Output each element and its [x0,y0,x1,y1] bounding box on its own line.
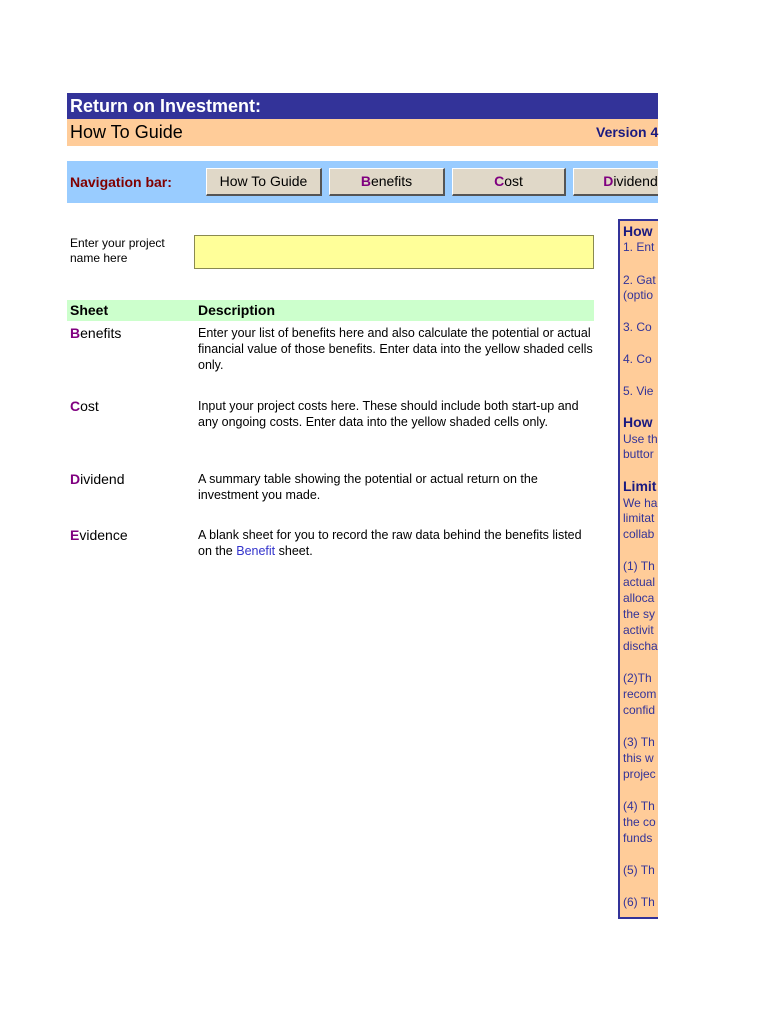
panel-text: the sy [623,607,656,621]
panel-text: funds [623,831,653,845]
panel-heading: How [623,223,653,239]
navigation-bar [67,161,658,203]
project-name-input[interactable] [194,235,594,269]
description-text: sheet. [275,544,313,558]
sheet-name-rest: ost [80,398,99,414]
panel-text: limitat [623,511,655,525]
panel-text: (5) Th [623,863,655,877]
panel-text: (1) Th [623,559,655,573]
description-column-header: Description [198,302,276,318]
sheet-name [70,398,99,415]
nav-button-initial: C [494,173,505,189]
description-text: A blank sheet for you to record the raw data behind the benefits listed on the [198,528,582,558]
sheet-column-header: Sheet [70,302,109,318]
panel-text: We ha [623,496,658,510]
page-subtitle: How To Guide [70,122,183,142]
nav-button-initial: B [360,173,371,189]
sheet-name-initial: C [70,398,81,414]
panel-text: confid [623,703,656,717]
panel-text: (4) Th [623,799,655,813]
sheet-description: A summary table showing the potential or actual return on the investment you made. [198,472,538,502]
page-title: Return on Investment: [67,93,658,119]
panel-text: 5. Vie [623,384,654,398]
nav-button-benefits[interactable] [329,168,445,196]
panel-text: 2. Gat [623,273,656,287]
panel-text: collab [623,527,655,541]
sheet-description: Enter your list of benefits here and also calculate the potential or actual financial value of those benefits. Enter data into the yellow shaded cells only. [198,326,593,372]
panel-text: discha [623,639,658,653]
sheet-name [70,471,125,488]
sheet-table-header [67,300,594,321]
panel-text: recom [623,687,657,701]
benefit-sheet-link[interactable]: Benefit [236,544,276,558]
panel-text: alloca [623,591,655,605]
project-name-label: Enter your project name here [70,236,165,265]
sheet-name-rest: vidence [79,527,128,543]
sheet-name-initial: D [70,471,81,487]
panel-text: Use th [623,432,658,446]
panel-heading: Limit [623,478,657,494]
sheet-name-rest: enefits [80,325,122,341]
panel-text: actual [623,575,656,589]
nav-button-label: ost [504,173,523,189]
subtitle-bar [67,119,658,146]
nav-button-cost[interactable] [452,168,566,196]
sheet-name [70,325,121,342]
sheet-name-initial: E [70,527,80,543]
panel-text: (2)Th [623,671,652,685]
nav-button-dividend[interactable] [573,168,658,196]
panel-text: buttor [623,447,654,461]
panel-text: projec [623,767,656,781]
panel-text: activit [623,623,654,637]
nav-button-label: How To Guide [219,173,308,189]
sheet-description [198,527,594,559]
nav-button-how-to-guide[interactable] [206,168,322,196]
panel-heading: How [623,414,653,430]
panel-text: (3) Th [623,735,655,749]
version-label: Version 4 [596,124,659,140]
panel-text: this w [623,751,654,765]
sheet-name-rest: ividend [80,471,125,487]
sheet-name-initial: B [70,325,81,341]
instructions-panel [618,219,658,919]
panel-text: 1. Ent [623,240,655,254]
navigation-bar-label: Navigation bar: [70,174,172,190]
panel-text: 4. Co [623,352,652,366]
nav-button-label: ividend [613,173,658,189]
panel-text: 3. Co [623,320,652,334]
panel-text: (6) Th [623,895,655,909]
sheet-description: Input your project costs here. These should include both start-up and any ongoing costs. Enter data into the yellow shaded cells only. [198,399,579,429]
nav-button-label: enefits [370,173,413,189]
panel-text: the co [623,815,656,829]
nav-button-initial: D [603,173,614,189]
sheet-name [70,527,128,544]
panel-text: (optio [623,288,654,302]
